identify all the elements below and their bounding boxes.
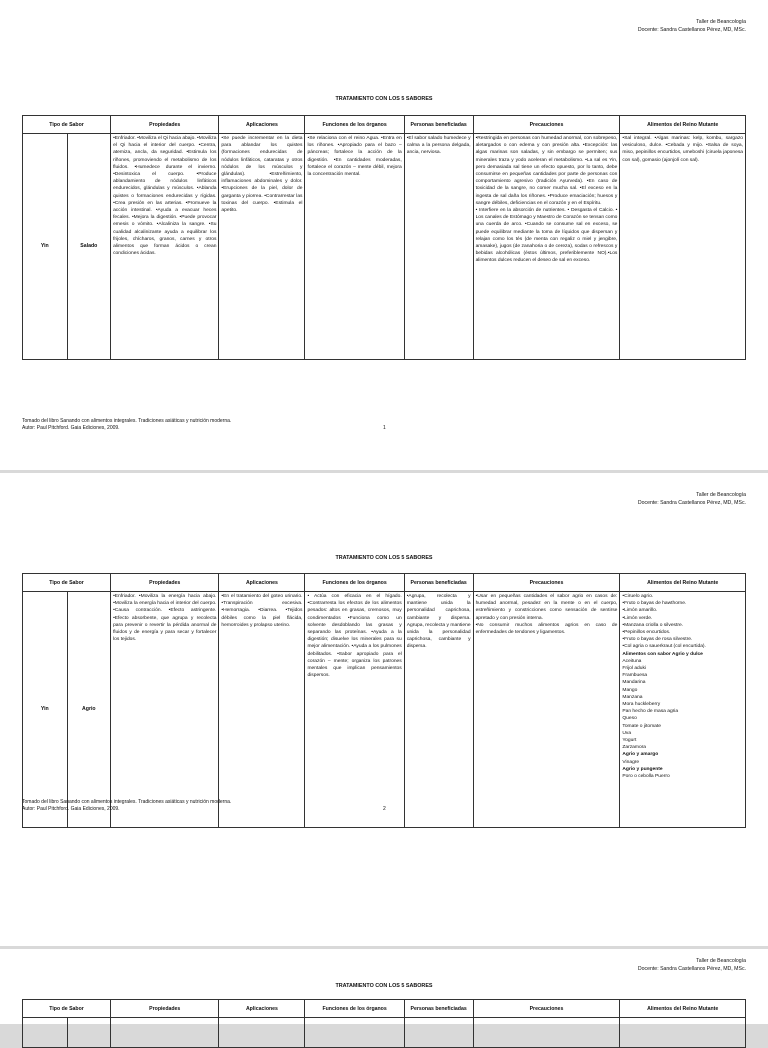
table-row	[23, 592, 746, 828]
footer-line-2: Autor: Paul Pitchford. Gaia Ediciones, 2009.	[22, 425, 120, 431]
col-header-foods: Alimentos del Reino Mutante	[620, 1000, 746, 1018]
yinyang-cell: Yin	[23, 592, 68, 828]
precaution-paragraph: • Interfiere en la absorción de nutrientes. • Desgasta el Calcio. • Los canales de Estómago y Maestro de Corazón se tensan como una cuerda de arco. •Cuando se consume sal en exceso, se puede equilibrar mediante la toma de líquidos que dispersan y relajan como los tés (de menta con regaliz o miel y jengibre, amasake), jugos (de zanahoria o de cereza), sodas o refrescos y bebidas alcohólicas (éstos últimos, preferiblemente NO).•Los alimentos dulces reducen el deseo de sal en exceso.	[475, 208, 618, 264]
food-item: •Col agria o sauerkraut (col encurtida).	[622, 644, 706, 650]
footer-line-1: Tomado del libro Sanando con alimentos integrales. Tradiciones asiáticas y nutrición moderna.	[22, 418, 232, 424]
header-line-2: Docente: Sandra Castellanos Pérez, MD, MSc.	[637, 27, 746, 33]
precaution-paragraph: •No consumir muchos alimentos agrios en caso de enfermedades de tendones y ligamentos.	[475, 622, 618, 636]
applications-cell: •Se puede incrementar en la dieta para ablandar los quistes (formaciones endurecidas de nódulos linfáticos, cataratas y otros nódulos de los músculos y glándulas). •Estreñimiento, inflamaciones abdominales y dolor. •Erupciones de la piel, dolor de garganta y piorrea. •Contrarrestar las toxinas del cuerpo. •Estimula el apetito.	[219, 134, 305, 360]
organ-functions-cell: • Actúa con eficacia en el hígado. •Contrarresta los efectos de los alimentos pesados: altos en grasas, cremosos, muy condimentados •Funciona como un solvente desdoblando las grasas y separando las proteínas. •Ayuda a la digestión; disuelve los minerales para su mejor alimentación. •Ayuda a los pulmones debilitados. •Sabor apropiado para el corazón – mente; organiza los patrones mentales que implican pensamientos dispersos.	[305, 592, 404, 828]
col-header-applications: Aplicaciones	[219, 1000, 305, 1018]
properties-cell: •Enfriador. •Moviliza el Qi hacia abajo. •Moviliza el Qi hacia el interior del cuerpo. •Centra, atemiza, ancla, da seguridad. •Estimula los riñones, promoviendo el metabolismo de los fluidos. •Humedece durante el invierno. •Desintoxica el cuerpo. •Produce ablandamiento de nódulos linfáticos endurecidos, glándulas y músculos. •Ablanda quistes o formaciones endurecidas y rígidas. •Crea presión en las arterias. •Promueve la acción intestinal. •Ayuda a evacuar heces fecales. •Mejora la digestión. •Puede provocar emesis o vómito. •Alcaliniza la sangre. •Su cualidad alcalinizante ayuda a equilibrar los frijoles, chícharos, granos, carnes y otros alimentos que forman ácidos o crean condiciones ácidas.	[111, 134, 219, 360]
col-header-organ-functions: Funciones de los órganos	[305, 1000, 404, 1018]
col-header-properties: Propiedades	[111, 1000, 219, 1018]
food-item: Mora huckleberry	[622, 702, 661, 708]
beneficiaries-cell: •Agrupa, recolecta y mantiene unida la personalidad caprichosa, cambiante y dispersa. Agrupa, recolecta y mantiene unida la personalidad caprichosa, cambiante y dispersa.	[404, 592, 473, 828]
precaution-paragraph: •Usar en pequeñas cantidades el sabor agrio en casos de: humedad anormal, pesadez en la mente o en el cuerpo, estreñimiento y constricciones como sensación de sentirse apretado y con presión interna.	[475, 594, 618, 621]
food-group-heading: Agrio y amargo	[622, 752, 659, 758]
food-item: •Fruto o bayas de hawthorne.	[622, 601, 687, 607]
header-line-2: Docente: Sandra Castellanos Pérez, MD, MSc.	[637, 966, 746, 972]
col-header-flavor: Tipo de Sabor	[23, 116, 111, 134]
col-header-precautions: Precauciones	[473, 574, 620, 592]
flavor-cell: Salado	[67, 134, 111, 360]
header-line-1: Taller de Beancología	[696, 19, 746, 25]
table-title: TRATAMIENTO CON LOS 5 SABORES	[335, 96, 433, 102]
col-header-precautions: Precauciones	[473, 1000, 620, 1018]
food-group-heading: Alimentos con sabor Agrio y dulce	[622, 651, 703, 657]
page-number: 2	[383, 806, 386, 812]
food-item: Manzana	[622, 694, 643, 700]
food-item: •Fruto o bayas de rosa silvestre.	[622, 637, 693, 643]
table-header-row	[23, 1000, 746, 1018]
document-page-1	[0, 0, 768, 470]
col-header-applications: Aplicaciones	[219, 116, 305, 134]
food-item: •Manzana criolla o silvestre.	[622, 622, 684, 628]
col-header-applications: Aplicaciones	[219, 574, 305, 592]
table-title: TRATAMIENTO CON LOS 5 SABORES	[335, 983, 433, 989]
properties-cell: •Enfriador. •Moviliza la energía hacia abajo. •Moviliza la energía hacia el interior del cuerpo. •Causa contracción. •Efecto astringente. •Efecto absorbente, que agrupa y recolecta para prevenir o revertir la pérdida anormal de fluidos y de energía y para secar y fortalecer los tejidos.	[111, 592, 219, 828]
beneficiaries-cell: •El sabor salado humedece y calma a la persona delgada, ancia, nerviosa.	[404, 134, 473, 360]
foods-cell	[620, 592, 746, 828]
food-item: •Limón verde.	[622, 615, 653, 621]
header-line-1: Taller de Beancología	[696, 958, 746, 964]
col-header-foods: Alimentos del Reino Mutante	[620, 574, 746, 592]
flavor-table	[22, 573, 746, 828]
col-header-precautions: Precauciones	[473, 116, 620, 134]
col-header-beneficiaries: Personas beneficiadas	[404, 116, 473, 134]
col-header-organ-functions: Funciones de los órganos	[305, 574, 404, 592]
footer-line-1: Tomado del libro Sanando con alimentos integrales. Tradiciones asiáticas y nutrición moderna.	[22, 799, 232, 805]
organ-functions-cell: •Se relaciona con el reino Agua. •Entra en los riñones. •Apropiado para el bazo – páncreas; fortalece la acción de la digestión. •En cantidades moderadas, fortalece el corazón – mente débil, mejora la concentración mental.	[305, 134, 404, 360]
page-header	[638, 957, 746, 973]
col-header-organ-functions: Funciones de los órganos	[305, 116, 404, 134]
precaution-paragraph: •Restringida en personas con humedad anormal, con sobrepeso, aletargados o con edema y con presión alta. •Excepción: las algas marinas son saladas, y sin embargo se permiten; sus minerales traza y yodo aceleran el metabolismo. •La sal es Yin, pero demasiada sal tiene un efecto opuesto, por lo tanto, debe consumirse en pequeñas cantidades por parte de personas con comportamiento agresivo (tradición Ayurveda). •En caso de toxicidad de la sangre, no comer mucha sal. •El exceso en la ingesta de sal daña los riñones. •Produce emaciación; huesos y sangre débiles, deficiencias en el corazón y en el Espíritu.	[475, 136, 618, 206]
food-item: •Sal integral. •Algas marinas: kelp, kombu, sargazo vesiculoso, dulce. •Cebada y mijo. •Salsa de soya, miso, pepinillos encurtidos, umeboshi (ciruela japonesa con sal), gomasio (ajonjolí con sal).	[622, 136, 743, 163]
col-header-beneficiaries: Personas beneficiadas	[404, 1000, 473, 1018]
food-item: •Ciruelo agrio.	[622, 594, 654, 599]
page-header	[638, 491, 746, 507]
food-item: Frijol aduki	[622, 666, 647, 672]
precautions-cell	[473, 134, 620, 360]
food-item: Queso	[622, 716, 637, 722]
page-footer	[22, 418, 231, 432]
food-item: Zarzamora	[622, 745, 647, 751]
food-item: Poro o cebolla Puerro	[622, 774, 670, 780]
food-item: Yogurt	[622, 738, 637, 744]
document-page-2	[0, 473, 768, 946]
food-item: Mango	[622, 687, 638, 693]
header-line-1: Taller de Beancología	[696, 492, 746, 498]
precautions-cell	[473, 592, 620, 828]
table-title: TRATAMIENTO CON LOS 5 SABORES	[335, 555, 433, 561]
document-page-3	[0, 949, 768, 1024]
food-item: •Limón amarillo.	[622, 608, 658, 614]
applications-cell: •En el tratamiento del goteo urinario. •Transpiración excesiva. •Hemorragia. •Diarrea. •Tejidos débiles como la piel flácida, hemorroides y prolapso uterino.	[219, 592, 305, 828]
foods-cell	[620, 134, 746, 360]
header-line-2: Docente: Sandra Castellanos Pérez, MD, MSc.	[637, 500, 746, 506]
food-item: Vinagre	[622, 759, 640, 765]
page-header	[638, 18, 746, 34]
yinyang-cell: Yin	[23, 134, 68, 360]
col-header-flavor: Tipo de Sabor	[23, 1000, 111, 1018]
table-row	[23, 134, 746, 360]
footer-line-2: Autor: Paul Pitchford. Gaia Ediciones, 2009.	[22, 806, 120, 812]
col-header-properties: Propiedades	[111, 116, 219, 134]
food-group-heading: Agrio y pungente	[622, 766, 663, 772]
page-footer	[22, 799, 231, 813]
food-item: Tomate o jitomate	[622, 723, 661, 729]
food-item: Pan hecho de masa agria	[622, 709, 679, 715]
food-item: •Pepinillos encurtidos.	[622, 630, 671, 636]
col-header-flavor: Tipo de Sabor	[23, 574, 111, 592]
food-item: Uva	[622, 730, 632, 736]
col-header-beneficiaries: Personas beneficiadas	[404, 574, 473, 592]
table-header-row	[23, 116, 746, 134]
table-header-row	[23, 574, 746, 592]
food-item: Aceituna	[622, 658, 642, 664]
food-item: Mandarina	[622, 680, 646, 686]
flavor-cell: Agrio	[67, 592, 111, 828]
col-header-foods: Alimentos del Reino Mutante	[620, 116, 746, 134]
food-item: Frambuesa	[622, 673, 648, 679]
col-header-properties: Propiedades	[111, 574, 219, 592]
table-row	[23, 1018, 746, 1048]
page-number: 1	[383, 425, 386, 431]
flavor-table	[22, 115, 746, 360]
